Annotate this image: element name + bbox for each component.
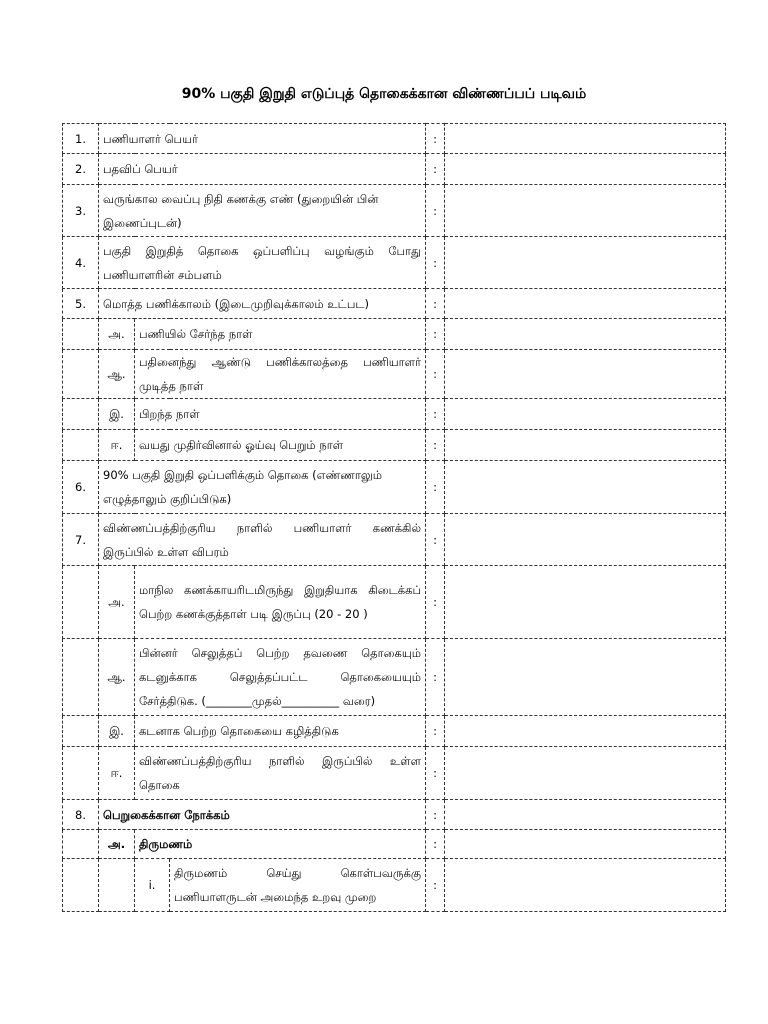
field-value-purpose[interactable] [445,800,726,830]
row-8a-i [63,859,726,912]
colon: : [426,566,445,639]
row-5b [63,350,726,399]
row-2 [63,154,726,185]
field-value-loan-deduction[interactable] [445,716,726,747]
colon: : [426,800,445,830]
field-label-loan-deduction: கடனாக பெற்ற தொகையை கழித்திடுக [135,716,426,747]
field-value-joining-date[interactable] [445,319,726,350]
sub-row-letter: ஈ. [99,430,135,461]
field-value-marriage[interactable] [445,830,726,859]
row-number: 8. [63,800,99,830]
field-label-relationship: திருமணம் செய்து கொள்பவருக்கு பணியாளருடன் அமைந்த உறவு முறை [170,859,426,912]
colon: : [426,514,445,566]
field-label-subsequent-deposits: பின்னர் செலுத்தப் பெற்ற தவணை தொகையும் கடனுக்காக செலுத்தப்பட்ட தொகையையும் சேர்த்திடுக. (________முதல்__________ வரை) [135,639,426,716]
empty-cell [63,350,99,399]
field-label-employee-name: பணியாளர் பெயர் [99,124,426,154]
sub-row-letter: அ. [99,319,135,350]
sub-row-letter: ஆ. [99,350,135,399]
sub-row-letter: இ. [99,716,135,747]
row-7a [63,566,726,639]
empty-cell [63,747,99,800]
colon: : [426,430,445,461]
field-value-designation[interactable] [445,154,726,185]
colon: : [426,350,445,399]
colon: : [426,319,445,350]
empty-cell [63,566,99,639]
field-value-pf-account-number[interactable] [445,185,726,237]
field-label-ag-balance: மாநில கணக்காயரிடமிருந்து இறுதியாக கிடைக்கப் பெற்ற கணக்குத்தாள் படி இருப்பு (20 - 20 ) [135,566,426,639]
empty-cell [63,830,99,859]
field-label-salary: பகுதி இறுதித் தொகை ஒப்பளிப்பு வழங்கும் போது பணியாளரின் சம்பளம் [99,237,426,289]
row-number: 2. [63,154,99,185]
field-value-subsequent-deposits[interactable] [445,639,726,716]
form-title: 90% பகுதி இறுதி எடுப்புத் தொகைக்கான விண்ணப்பப் படிவம் [181,86,587,102]
row-number: 4. [63,237,99,289]
row-8 [63,800,726,830]
colon: : [426,124,445,154]
empty-cell [63,716,99,747]
application-form-table [62,123,726,912]
row-1 [63,124,726,154]
field-value-birth-date[interactable] [445,399,726,430]
row-3 [63,185,726,237]
row-5c [63,399,726,430]
colon: : [426,716,445,747]
sub-row-letter: ஆ. [99,639,135,716]
colon: : [426,830,445,859]
field-label-joining-date: பணியில் சேர்ந்த நாள் [135,319,426,350]
colon: : [426,639,445,716]
field-label-marriage: திருமணம் [135,830,426,859]
sub-row-roman: i. [135,859,170,912]
field-value-ag-balance[interactable] [445,566,726,639]
field-value-retirement-date[interactable] [445,430,726,461]
row-4 [63,237,726,289]
row-5a [63,319,726,350]
field-value-fifteen-years-date[interactable] [445,350,726,399]
sub-row-letter: இ. [99,399,135,430]
field-label-purpose: பெறுகைக்கான நோக்கம் [99,800,426,830]
row-number: 5. [63,289,99,319]
field-value-balance-details[interactable] [445,514,726,566]
row-5 [63,289,726,319]
field-value-salary[interactable] [445,237,726,289]
empty-cell [63,399,99,430]
empty-cell [63,319,99,350]
field-label-total-service: மொத்த பணிக்காலம் (இடைமுறிவுக்காலம் உட்பட) [99,289,426,319]
field-label-balance-on-date: விண்ணப்பத்திற்குரிய நாளில் இருப்பில் உள்ள தொகை [135,747,426,800]
sub-row-letter: அ. [99,566,135,639]
field-value-balance-on-date[interactable] [445,747,726,800]
field-label-sanction-amount: 90% பகுதி இறுதி ஒப்பளிக்கும் தொகை (எண்ணாலும் எழுத்தாலும் குறிப்பிடுக) [99,461,426,514]
sub-row-letter: அ. [99,830,135,859]
colon: : [426,237,445,289]
field-label-fifteen-years-date: பதினைந்து ஆண்டு பணிக்காலத்தை பணியாளர் முடித்த நாள் [135,350,426,399]
colon: : [426,747,445,800]
row-7d [63,747,726,800]
empty-cell [99,859,135,912]
field-label-birth-date: பிறந்த நாள் [135,399,426,430]
row-number: 3. [63,185,99,237]
colon: : [426,461,445,514]
colon: : [426,289,445,319]
empty-cell [63,639,99,716]
sub-row-letter: ஈ. [99,747,135,800]
field-value-relationship[interactable] [445,859,726,912]
field-value-employee-name[interactable] [445,124,726,154]
field-value-sanction-amount[interactable] [445,461,726,514]
field-label-designation: பதவிப் பெயர் [99,154,426,185]
row-number: 6. [63,461,99,514]
field-value-total-service[interactable] [445,289,726,319]
field-label-retirement-date: வயது முதிர்வினால் ஓய்வு பெறும் நாள் [135,430,426,461]
field-label-pf-account-number: வருங்கால வைப்பு நிதி கணக்கு எண் (துறையின் பின் இணைப்புடன்) [99,185,426,237]
row-number: 1. [63,124,99,154]
row-number: 7. [63,514,99,566]
row-7 [63,514,726,566]
empty-cell [63,859,99,912]
colon: : [426,185,445,237]
empty-cell [63,430,99,461]
row-6 [63,461,726,514]
row-7b [63,639,726,716]
field-label-balance-details: விண்ணப்பத்திற்குரிய நாளில் பணியாளர் கணக்கில் இருப்பில் உள்ள விபரம் [99,514,426,566]
colon: : [426,399,445,430]
row-7c [63,716,726,747]
row-8a [63,830,726,859]
colon: : [426,154,445,185]
row-5d [63,430,726,461]
colon: : [426,859,445,912]
